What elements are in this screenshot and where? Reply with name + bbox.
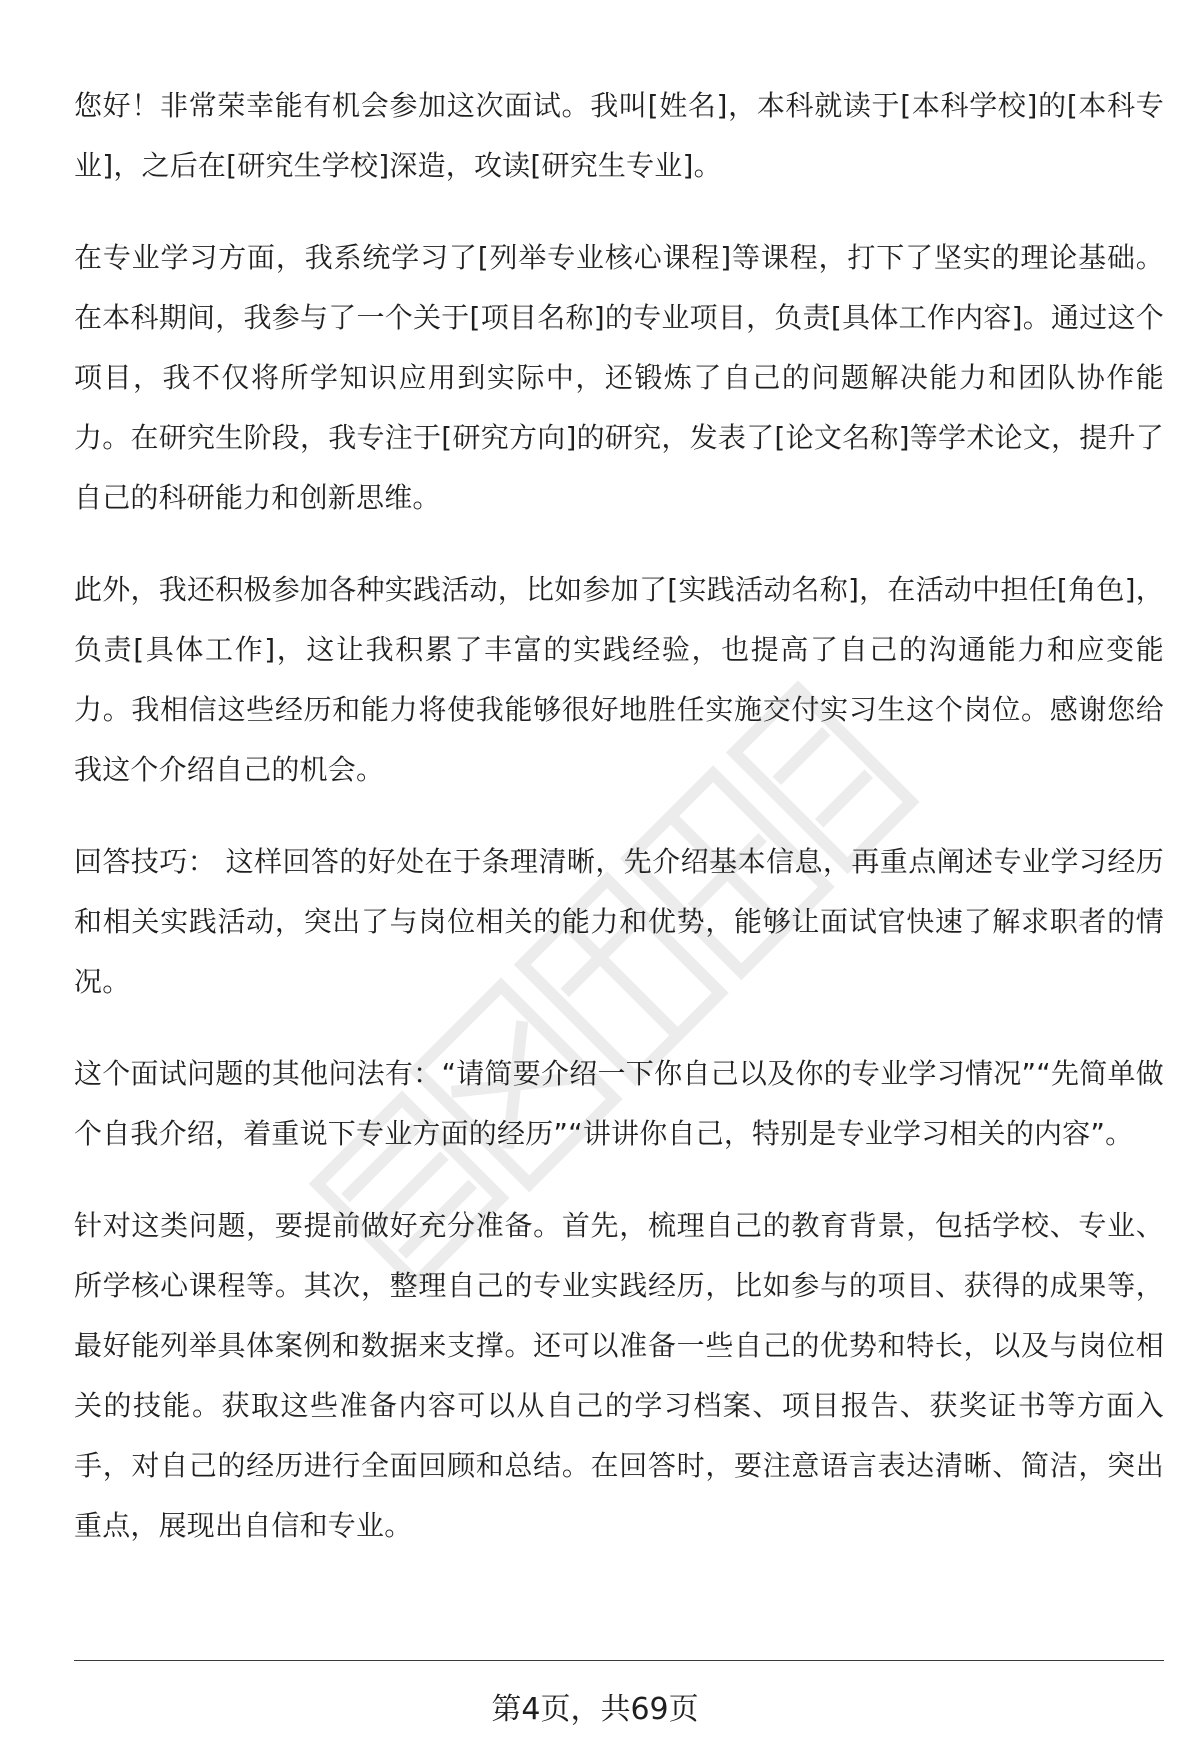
paragraph-answer-tips: 回答技巧： 这样回答的好处在于条理清晰，先介绍基本信息，再重点阐述专业学习经历和相关实践活动，突出了与岗位相关的能力和优势，能够让面试官快速了解求职者的情况。: [74, 845, 1164, 998]
paragraph-practice: 此外，我还积极参加各种实践活动，比如参加了[实践活动名称]，在活动中担任[角色]，负责[具体工作]，这让我积累了丰富的实践经验，也提高了自己的沟通能力和应变能力。我相信这些经历和能力将使我能够很好地胜任实施交付实习生这个岗位。感谢您给我这个介绍自己的机会。: [74, 573, 1164, 786]
paragraph-other-phrasings: 这个面试问题的其他问法有：“请简要介绍一下你自己以及你的专业学习情况”“先简单做个自我介绍，着重说下专业方面的经历”“讲讲你自己，特别是专业学习相关的内容”。: [74, 1057, 1164, 1150]
page-number: 第4页，共69页: [491, 1692, 699, 1727]
paragraph-study: 在专业学习方面，我系统学习了[列举专业核心课程]等课程，打下了坚实的理论基础。在本科期间，我参与了一个关于[项目名称]的专业项目，负责[具体工作内容]。通过这个项目，我不仅将所学知识应用到实际中，还锻炼了自己的问题解决能力和团队协作能力。在研究生阶段，我专注于[研究方向]的研究，发表了[论文名称]等学术论文，提升了自己的科研能力和创新思维。: [74, 241, 1164, 514]
paragraph-preparation: 针对这类问题，要提前做好充分准备。首先，梳理自己的教育背景，包括学校、专业、所学核心课程等。其次，整理自己的专业实践经历，比如参与的项目、获得的成果等，最好能列举具体案例和数据来支撑。还可以准备一些自己的优势和特长，以及与岗位相关的技能。获取这些准备内容可以从自己的学习档案、项目报告、获奖证书等方面入手，对自己的经历进行全面回顾和总结。在回答时，要注意语言表达清晰、简洁，突出重点，展现出自信和专业。: [74, 1209, 1164, 1542]
footer-divider: [74, 1660, 1164, 1661]
document-body: [74, 76, 1164, 1588]
paragraph-intro: 您好！非常荣幸能有机会参加这次面试。我叫[姓名]，本科就读于[本科学校]的[本科专业]，之后在[研究生学校]深造，攻读[研究生专业]。: [74, 89, 1164, 182]
